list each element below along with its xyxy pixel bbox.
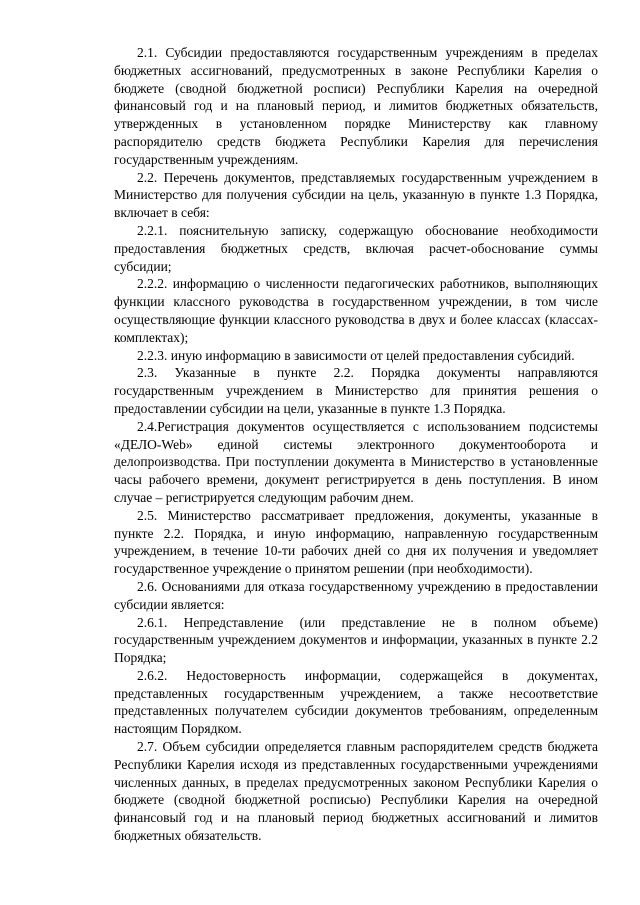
paragraph-2-2-3: 2.2.3. иную информацию в зависимости от целей предоставления субсидий.: [137, 347, 575, 363]
document-page: [114, 44, 598, 845]
paragraph-2-2-1: 2.2.1. пояснительную записку, содержащую обоснование необходимости предоставления бюджетных средств, включая расчет-обоснование суммы субсидии;: [114, 222, 598, 274]
paragraph-2-4: 2.4.Регистрация документов осуществляется с использованием подсистемы «ДЕЛО-Web» единой системы электронного документооборота и делопроизводства. При поступлении документа в Министерство в установленные часы рабочего времени, документ регистрируется в день поступления. В ином случае – регистрируется следующим рабочим днем.: [114, 418, 598, 505]
paragraph-2-5: 2.5. Министерство рассматривает предложения, документы, указанные в пункте 2.2. Порядка, и иную информацию, направленную государственным учреждением, в течение 10-ти рабочих дней со дня их получения и уведомляет государственное учреждение о принятом решении (при необходимости).: [114, 507, 598, 577]
paragraph-2-6: 2.6. Основаниями для отказа государственному учреждению в предоставлении субсидии является:: [114, 578, 598, 612]
paragraph-2-2-2: 2.2.2. информацию о численности педагогических работников, выполняющих функции классного руководства в государственном учреждении, в том числе осуществляющие функции классного руководства в двух и более классах (классах-комплектах);: [114, 276, 598, 345]
paragraph-2-2: 2.2. Перечень документов, представляемых государственным учреждением в Министерство для получения субсидии на цель, указанную в пункте 1.3 Порядка, включает в себя:: [114, 169, 598, 221]
paragraph-2-1: 2.1. Субсидии предоставляются государственным учреждениям в пределах бюджетных ассигнований, предусмотренных в законе Республики Карелия о бюджете (сводной бюджетной росписи) Республики Карелия на очередной финансовый год и на плановый период, и лимитов бюджетных обязательств, утвержденных в установленном порядке Министерству как главному распорядителю средств бюджета Республики Карелия для перечисления государственным учреждениям.: [114, 45, 598, 167]
paragraph-2-6-2: 2.6.2. Недостоверность информации, содержащейся в документах, представленных государственным учреждением, а также несоответствие представленных получателем субсидии документов требованиям, определенным настоящим Порядком.: [114, 667, 598, 737]
paragraph-2-3: 2.3. Указанные в пункте 2.2. Порядка документы направляются государственным учреждением в Министерство для принятия решения о предоставлении субсидии на цели, указанные в пункте 1.3 Порядка.: [114, 365, 598, 416]
paragraph-2-6-1: 2.6.1. Непредставление (или представление не в полном объеме) государственным учреждением документов и информации, указанных в пункте 2.2 Порядка;: [114, 614, 598, 666]
paragraph-2-7: 2.7. Объем субсидии определяется главным распорядителем средств бюджета Республики Карелия исходя из представленных государственными учреждениями численных данных, в пределах предусмотренных законом Республики Карелия о бюджете (сводной бюджетной росписью) Республики Карелия на очередной финансовый год и на плановый период бюджетных ассигнований и лимитов бюджетных обязательств.: [114, 739, 598, 844]
